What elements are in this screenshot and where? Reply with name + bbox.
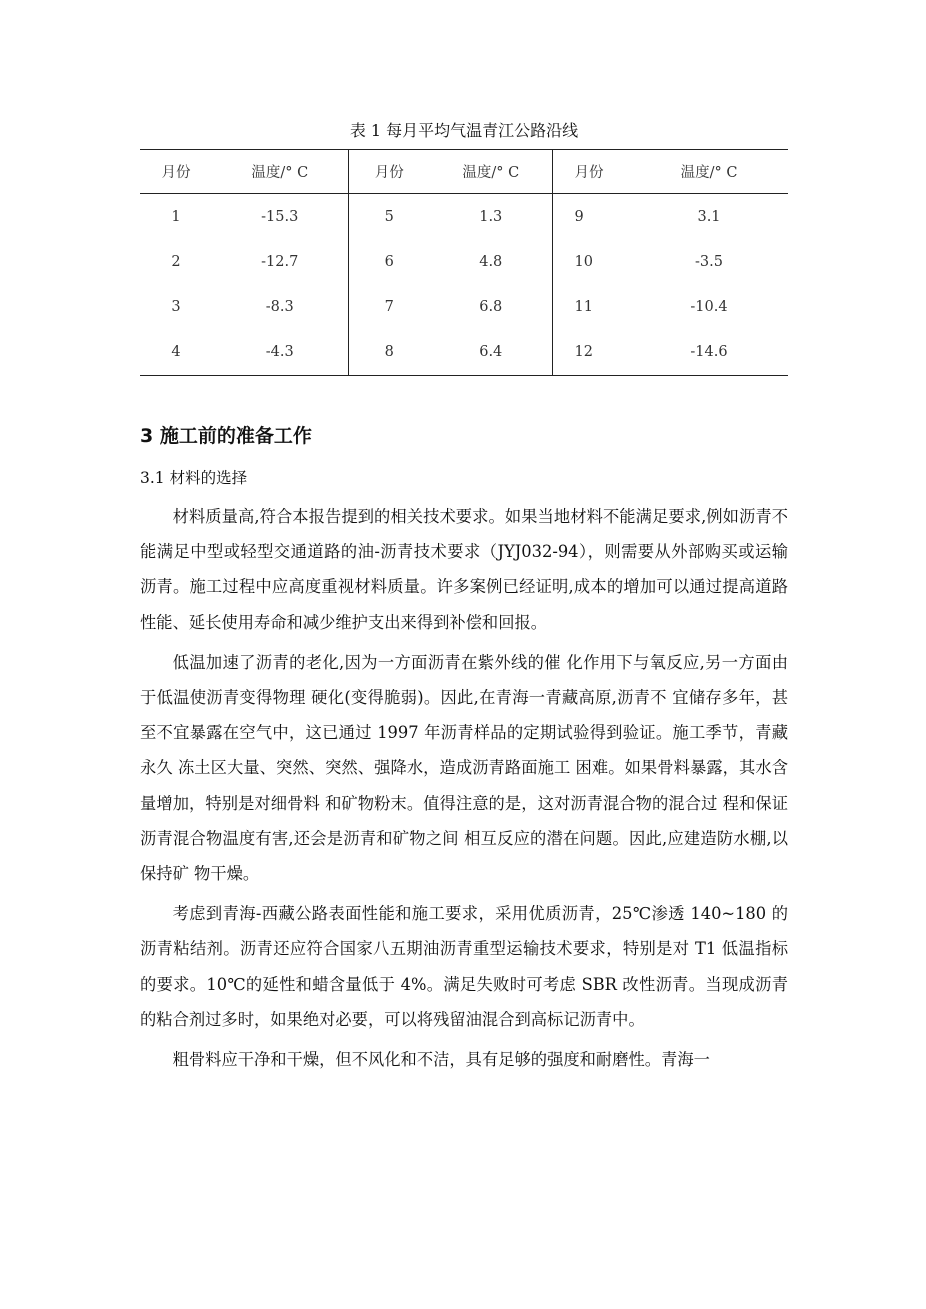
month-cell: 12 [574, 344, 593, 360]
temperature-cell: 1.3 [430, 194, 552, 240]
column-header-month: 月份 [140, 150, 212, 194]
subsection-heading: 3.1 材料的选择 [140, 469, 248, 487]
temperature-cell: -12.7 [212, 239, 348, 284]
temperature-cell: -3.5 [695, 253, 723, 270]
body-text [140, 499, 788, 1082]
monthly-temperature-table [140, 149, 788, 376]
column-header-month: 月份 [552, 150, 630, 194]
month-cell: 6 [384, 253, 394, 270]
month-cell: 8 [384, 344, 394, 360]
month-cell: 2 [171, 253, 181, 270]
temperature-cell: -14.6 [690, 344, 728, 360]
paragraph: 低温加速了沥青的老化,因为一方面沥青在紫外线的催 化作用下与氧反应,另一方面由于低温使沥青变得物理 硬化(变得脆弱)。因此,在青海一青藏高原,沥青不 宜储存多年，甚至不宜暴露在空气中，这已通过 1997 年沥青样品的定期试验得到验证。施工季节，青藏永久 冻土区大量、突然、突然、强降水，造成沥青路面施工 困难。如果骨料暴露，其水含量增加，特别是对细骨料 和矿物粉末。值得注意的是，这对沥青混合物的混合过 程和保证沥青混合物温度有害,还会是沥青和矿物之间 相互反应的潜在问题。因此,应建造防水棚,以保持矿 物干燥。 [140, 652, 788, 884]
table-row [140, 194, 788, 240]
temperature-cell: 4.8 [430, 239, 552, 284]
section-heading: 3 施工前的准备工作 [140, 425, 312, 447]
column-header-temperature: 温度/° C [630, 150, 788, 194]
temperature-cell: -10.4 [690, 298, 728, 315]
temperature-cell: -8.3 [212, 284, 348, 329]
paragraph: 考虑到青海-西藏公路表面性能和施工要求，采用优质沥青，25℃渗透 140~180 的沥青粘结剂。沥青还应符合国家八五期油沥青重型运输技术要求，特别是对 T1 低温指标的要求。10℃的延性和蜡含量低于 4%。满足失败时可考虑 SBR 改性沥青。当现成沥青的粘合剂过多时，如果绝对必要，可以将残留油混合到高标记沥青中。 [140, 904, 788, 1029]
month-cell: 4 [171, 344, 181, 360]
temperature-cell: -15.3 [212, 194, 348, 240]
paragraph: 粗骨料应干净和干燥，但不风化和不洁，具有足够的强度和耐磨性。青海一 [172, 1050, 710, 1070]
temperature-cell: 6.8 [430, 284, 552, 329]
month-cell: 3 [171, 298, 181, 315]
paragraph: 材料质量高,符合本报告提到的相关技术要求。如果当地材料不能满足要求,例如沥青不能满足中型或轻型交通道路的油-沥青技术要求（JYJ032-94），则需要从外部购买或运输沥青。施工过程中应高度重视材料质量。许多案例已经证明,成本的增加可以通过提高道路性能、延长使用寿命和减少维护支出来得到补偿和回报。 [140, 507, 788, 632]
month-cell: 9 [574, 208, 584, 225]
temperature-cell: 3.1 [697, 208, 721, 225]
table-row [140, 284, 788, 329]
column-header-month: 月份 [348, 150, 430, 194]
table-caption: 表 1 每月平均气温青江公路沿线 [349, 121, 579, 140]
column-header-temperature: 温度/° C [430, 150, 552, 194]
month-cell: 11 [574, 298, 593, 315]
month-cell: 10 [574, 253, 593, 270]
month-cell: 1 [171, 208, 181, 225]
table-header-row [140, 150, 788, 194]
month-cell: 5 [384, 208, 394, 225]
table-row [140, 329, 788, 376]
month-cell: 7 [384, 298, 394, 315]
temperature-cell: 6.4 [430, 329, 552, 376]
temperature-cell: -4.3 [212, 329, 348, 376]
column-header-temperature: 温度/° C [212, 150, 348, 194]
table-row [140, 239, 788, 284]
